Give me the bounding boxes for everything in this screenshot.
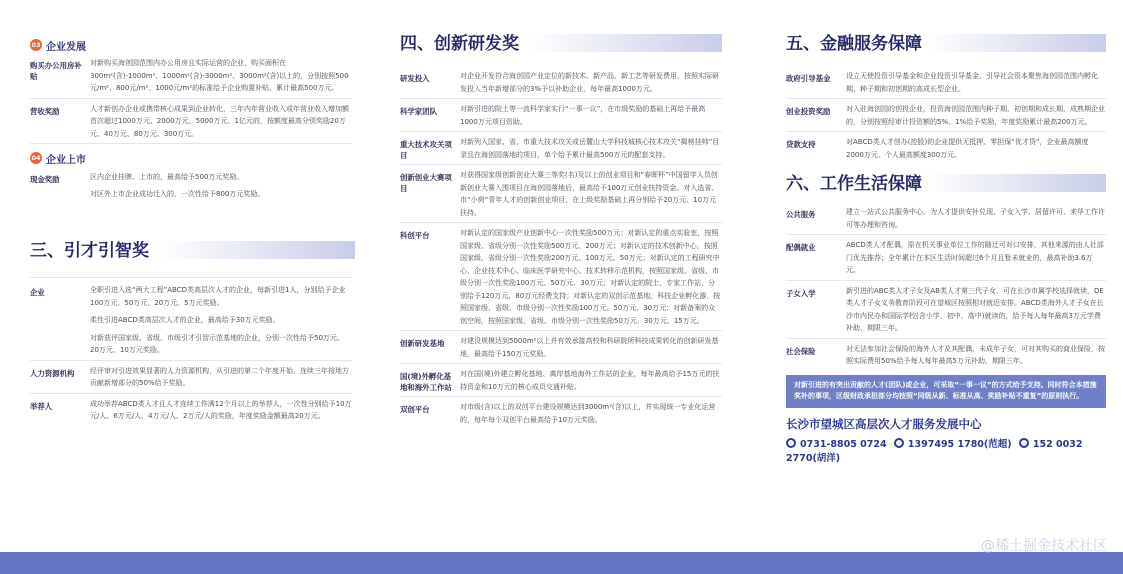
policy-row: [786, 68, 1106, 99]
policy-key: 创新研发基地: [400, 339, 445, 348]
policy-row: [30, 394, 352, 426]
policy-list: [400, 68, 722, 429]
policy-row: [786, 99, 1106, 132]
heading-gradient-bar: [926, 174, 1106, 192]
policy-list: [786, 68, 1106, 164]
phone-number[interactable]: 0731-8805 0724: [800, 438, 887, 450]
policy-key: 举荐人: [30, 401, 53, 411]
section-number-badge: 04: [31, 154, 41, 162]
policy-row: [400, 331, 722, 364]
phone-number[interactable]: 152 0032 2770(胡洋): [786, 438, 1083, 464]
policy-text: 全职引进入选“两大工程”ABCD类高层次人才的企业，每新引进1人，分别给予企业100万元、50万元、20万元、5万元奖励。: [90, 286, 346, 307]
policy-key: 国(境)外孵化基地和海外工作站: [400, 372, 452, 392]
policy-key: 研发投入: [400, 74, 430, 83]
policy-text: 成功举荐ABCD类人才且人才连续工作满12个月以上的举荐人，一次性分别给予10万元/人、6万元/人、4万元/人、2万元/人的奖励，年度奖励金额最高20万元。: [90, 399, 352, 420]
policy-text: 对市级(含)以上的双创平台建设规模达到3000m²(含)以上，并实现统一专业化运营的，每年每个双创平台最高给予10万元奖励。: [460, 403, 716, 424]
policy-row: [786, 235, 1106, 281]
policy-text: 对获得国家级创新创业大赛三等奖(名)及以上的创业项目和“春晖杯”中国留学人员创新创业大赛入围项目在海创园落地后，最高给予100万元创业扶持资金。对入选省、市“小荷”青年人才的创新创业项目，在上级奖励基础上再分别给予20万元、10万元扶持。: [460, 171, 719, 217]
subsection-title: 企业发展: [46, 41, 86, 53]
policy-key: 配偶就业: [786, 243, 816, 252]
organization-name: 长沙市望城区高层次人才服务发展中心: [786, 416, 982, 431]
policy-text: 对建设规模达到5000m²以上并有效承接高校和科研院所科技成果转化的创新研发基地，最高给予150万元奖励。: [460, 337, 719, 358]
policy-list: [786, 204, 1106, 371]
policy-row: [400, 223, 722, 331]
subsection-enterprise-development: [30, 35, 352, 55]
policy-key: 营收奖励: [30, 106, 60, 116]
policy-text: 经评审对引进效果显著的人力资源机构，从引进的第二个年度开始，连续三年按地方贡献新增部分的50%给予奖励。: [90, 366, 349, 387]
policy-row: [30, 171, 352, 203]
section-heading: 三、引才引智奖: [30, 239, 352, 263]
subsection-title: 企业上市: [46, 154, 86, 166]
policy-text: 对区外上市企业成功迁入的，一次性给予800万元奖励。: [90, 189, 265, 198]
heading-gradient-bar: [926, 34, 1106, 52]
policy-text: 对新引进的院士等一流科学家实行“一事一议”，在市级奖励的基础上再给予最高1000万元项目资助。: [460, 105, 706, 126]
policy-row: [30, 103, 352, 145]
special-support-note: 对新引进的有突出贡献的人才(团队)或企业，可采取“一事一议”的方式给予支持。同时符合本措施奖补的事项，区级财政承担部分均按照“同级从新、标准从高、奖励补贴不重复”的原则执行。: [786, 375, 1106, 408]
policy-row: [400, 68, 722, 99]
policy-text: 柔性引进ABCD类高层次人才的企业，最高给予30万元奖励。: [90, 316, 280, 324]
policy-key: 现金奖励: [30, 175, 60, 184]
policy-key: 社会保险: [786, 346, 816, 356]
policy-row: [786, 204, 1106, 235]
policy-row: [30, 361, 352, 394]
policy-key: 双创平台: [400, 405, 430, 414]
heading-gradient-bar: [160, 241, 355, 259]
policy-key: 科学家团队: [400, 107, 437, 116]
policy-row: [786, 132, 1106, 164]
policy-text: 对新获评国家级、省级、市级引才引智示范基地的企业，分别一次性给予50万元、20万元、10万元奖励。: [90, 333, 344, 354]
policy-text: 对新列入国家、省、市重大技术攻关或岳麓山大学科技城核心技术攻关“揭榜挂帅”目录且在海创园落地的项目，单个给予累计最高500万元的配套支持。: [460, 138, 720, 159]
policy-key: 创业投资奖励: [786, 107, 831, 116]
policy-row: [786, 339, 1106, 371]
policy-text: 对新认定的国家级产业创新中心一次性奖励500万元；对新认定的重点实验室，按照国家级、省级分别一次性奖励500万元、200万元；对新认定的技术创新中心，按照国家级、省级分别一次性奖励200万元、100万元、50万元；对新认定的工程研究中心、企业技术中心、临床医学研究中心、技术转移示范机构，按照国家级、省级、市级分别一次性奖励100万元、50万元、30万元；对新认定的院士、专家工作站，分别给予120万元、80万元经费支持；对新认定的双创示范基地、科技企业孵化器，按照国家级、省级、市级分别一次性奖励100万元、50万元、30万元；对新备案的众创空间，按照国家级、省级、市级分别一次性奖励50万元、30万元、15万元。: [460, 229, 721, 325]
policy-text: 新引进的ABC类人才子女及AB类人才第三代子女，可在长沙市属学校选择就读，DE类人才子女义务教育阶段可在望城区按照相对就近安排。ABCD类海外人才子女在长沙市内民办和国际学校(含小学、初中、高中)就读的，给予每人每年最高3万元学费补助，期限三年。: [846, 286, 1104, 332]
section-heading: 五、金融服务保障: [786, 32, 1106, 56]
phone-icon: [786, 438, 796, 448]
policy-text: 对企业开发符合海创园产业定位的新技术、新产品、新工艺等研发费用，按照实际研发投入当年新增部分的3%予以补助企业，每年最高1000万元。: [460, 72, 719, 93]
phone-icon: [1019, 438, 1029, 448]
policy-key: 购买办公用房补贴: [30, 61, 82, 81]
contact-phones: [786, 436, 1106, 464]
section-heading: 六、工作生活保障: [786, 172, 1106, 196]
policy-row: [30, 277, 352, 361]
watermark: @稀土掘金技术社区: [981, 538, 1107, 554]
policy-text: 对无法参加社会保险的海外人才及其配偶、未成年子女，可对其购买的商业保险，按照实际费用50%给予每人每年最高5万元补助，期限三年。: [846, 344, 1105, 365]
subsection-enterprise-listing: [30, 148, 352, 168]
phone-icon: [894, 438, 904, 448]
policy-text: 对新购买海创园范围内办公用房且实际运营的企业，购买面积在300m²(含)-1000m²、1000m²(含)-3000m²、3000m²(含)以上的，分别按照500元/m²、800元/m²、1000元/m²的标准给予企业购置补贴，累计最高500万元。: [90, 59, 349, 92]
column-left: [30, 0, 352, 426]
policy-row: [400, 397, 722, 429]
policy-row: [30, 57, 352, 99]
policy-key: 科创平台: [400, 231, 430, 240]
column-middle: [400, 0, 722, 429]
policy-key: 人力资源机构: [30, 368, 75, 378]
phone-number[interactable]: 1397495 1780(范超): [907, 438, 1012, 450]
policy-text: 建立一站式公共服务中心，为人才提供安补兑现、子女入学、居留许可、来华工作许可等办理和咨询。: [846, 208, 1105, 229]
policy-text: 对入驻海创园的创投企业，投资海创园范围内种子期、初创期和成长期、成熟期企业的，分别按照经审计投资额的5%、1%给予奖励，年度奖励累计最高200万元。: [846, 105, 1105, 126]
footer-band: [0, 552, 1123, 574]
heading-gradient-bar: [530, 34, 722, 52]
policy-key: 公共服务: [786, 210, 816, 219]
policy-row: [786, 281, 1106, 339]
policy-row: [400, 99, 722, 132]
policy-row: [400, 364, 722, 397]
policy-row: [400, 165, 722, 223]
policy-text: 人才新创办企业或携带核心成果到企业转化，三年内年营业收入或年营业收入增加额首次超过1000万元、2000万元、5000万元、1亿元的，按额度最高分别奖励20万元、40万元、80万元、300万元。: [90, 104, 349, 138]
column-right: [786, 0, 1106, 464]
policy-key: 企业: [30, 288, 45, 297]
policy-text: 对在国(境)外建立孵化基地、离岸基地海外工作站的企业，每年最高给予15万元的扶持资金和10万元的核心成员交通补贴。: [460, 370, 720, 391]
policy-key: 重大技术攻关项目: [400, 140, 452, 160]
policy-key: 贷款支持: [786, 140, 816, 149]
policy-text: 设立天使投资引导基金和企业投资引导基金，引导社会资本聚焦海创园范围内孵化期、种子期和初创期的高成长型企业。: [846, 72, 1098, 93]
policy-key: 政府引导基金: [786, 74, 831, 83]
policy-key: 子女入学: [786, 288, 816, 298]
policy-row: [400, 132, 722, 165]
policy-text: 对ABCD类人才创办(控股)的企业提供无抵押、零担保“优才贷”，企业最高额度2000万元，个人最高额度300万元。: [846, 138, 1089, 159]
section-heading: 四、创新研发奖: [400, 32, 722, 56]
policy-text: 区内企业挂牌、上市的，最高给予500万元奖励。: [90, 173, 244, 181]
section-number-badge: 03: [31, 41, 41, 49]
policy-text: ABCD类人才配偶，原在机关事业单位工作的随迁可对口安排，其他来源的由人社部门优先推荐；全年累计在本区生活时间超过6个月且暂未就业的，最高补助3.6万元。: [846, 241, 1104, 274]
policy-key: 创新创业大赛项目: [400, 173, 452, 193]
